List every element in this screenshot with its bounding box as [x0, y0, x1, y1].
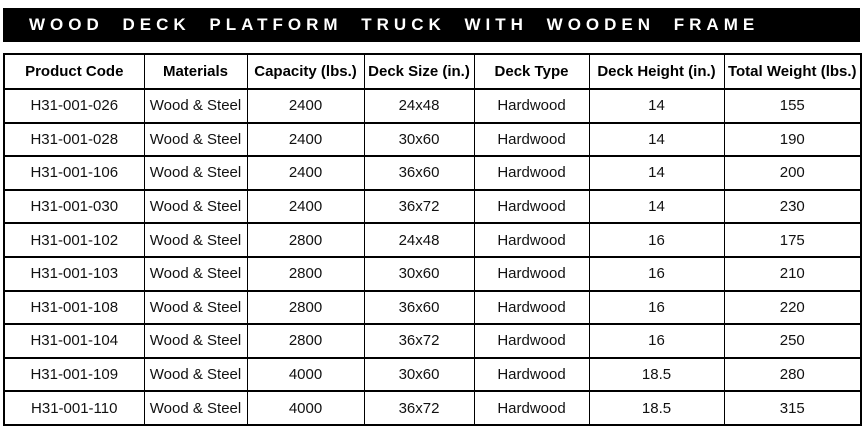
table-cell: 155	[724, 89, 861, 123]
table-cell: 16	[589, 257, 724, 291]
table-cell: Hardwood	[474, 89, 589, 123]
table-cell: H31-001-106	[4, 156, 144, 190]
table-cell: Hardwood	[474, 358, 589, 392]
table-cell: Wood & Steel	[144, 257, 247, 291]
table-cell: H31-001-030	[4, 190, 144, 224]
table-row	[4, 391, 861, 425]
table-cell: 30x60	[364, 257, 474, 291]
table-row	[4, 223, 861, 257]
product-spec-table	[3, 53, 862, 426]
table-cell: Hardwood	[474, 223, 589, 257]
table-cell: 2400	[247, 190, 364, 224]
table-cell: 14	[589, 123, 724, 157]
column-header: Deck Size (in.)	[364, 54, 474, 89]
title-banner	[3, 8, 860, 42]
table-cell: 2400	[247, 123, 364, 157]
table-cell: 16	[589, 324, 724, 358]
table-cell: Wood & Steel	[144, 89, 247, 123]
table-row	[4, 190, 861, 224]
table-cell: H31-001-104	[4, 324, 144, 358]
table-cell: Wood & Steel	[144, 123, 247, 157]
table-cell: 36x72	[364, 324, 474, 358]
table-cell: 4000	[247, 391, 364, 425]
table-cell: 16	[589, 223, 724, 257]
table-cell: 230	[724, 190, 861, 224]
column-header: Deck Height (in.)	[589, 54, 724, 89]
table-cell: 14	[589, 156, 724, 190]
table-cell: 210	[724, 257, 861, 291]
table-cell: Hardwood	[474, 123, 589, 157]
table-row	[4, 257, 861, 291]
table-cell: 2800	[247, 324, 364, 358]
table-cell: Hardwood	[474, 190, 589, 224]
table-cell: 30x60	[364, 123, 474, 157]
table-cell: Wood & Steel	[144, 223, 247, 257]
table-cell: 315	[724, 391, 861, 425]
table-cell: 36x60	[364, 156, 474, 190]
table-cell: 280	[724, 358, 861, 392]
table-row	[4, 89, 861, 123]
table-cell: Wood & Steel	[144, 391, 247, 425]
table-row	[4, 123, 861, 157]
column-header: Deck Type	[474, 54, 589, 89]
table-cell: 175	[724, 223, 861, 257]
table-cell: H31-001-108	[4, 291, 144, 325]
table-cell: 36x72	[364, 391, 474, 425]
column-header: Total Weight (lbs.)	[724, 54, 861, 89]
table-cell: 36x60	[364, 291, 474, 325]
table-cell: 14	[589, 190, 724, 224]
table-cell: 2800	[247, 291, 364, 325]
table-row	[4, 358, 861, 392]
table-header-row	[4, 54, 861, 89]
table-cell: H31-001-026	[4, 89, 144, 123]
table-cell: 200	[724, 156, 861, 190]
table-cell: 190	[724, 123, 861, 157]
page-title: WOOD DECK PLATFORM TRUCK WITH WOODEN FRAME	[29, 15, 760, 34]
table-header	[4, 54, 861, 89]
table-cell: Wood & Steel	[144, 156, 247, 190]
column-header: Product Code	[4, 54, 144, 89]
column-header: Capacity (lbs.)	[247, 54, 364, 89]
table-cell: H31-001-028	[4, 123, 144, 157]
table-cell: 4000	[247, 358, 364, 392]
table-cell: 18.5	[589, 391, 724, 425]
table-row	[4, 291, 861, 325]
table-cell: 2400	[247, 89, 364, 123]
table-cell: 30x60	[364, 358, 474, 392]
table-cell: 250	[724, 324, 861, 358]
table-cell: 220	[724, 291, 861, 325]
table-cell: Hardwood	[474, 324, 589, 358]
table-body	[4, 89, 861, 425]
table-row	[4, 324, 861, 358]
table-cell: 2800	[247, 223, 364, 257]
table-cell: 2400	[247, 156, 364, 190]
table-cell: Hardwood	[474, 257, 589, 291]
table-cell: H31-001-109	[4, 358, 144, 392]
table-cell: Wood & Steel	[144, 190, 247, 224]
table-cell: Hardwood	[474, 291, 589, 325]
table-cell: H31-001-103	[4, 257, 144, 291]
table-cell: 18.5	[589, 358, 724, 392]
table-row	[4, 156, 861, 190]
table-cell: Wood & Steel	[144, 358, 247, 392]
table-cell: Wood & Steel	[144, 291, 247, 325]
table-cell: 24x48	[364, 223, 474, 257]
table-cell: Wood & Steel	[144, 324, 247, 358]
table-cell: Hardwood	[474, 391, 589, 425]
table-cell: 24x48	[364, 89, 474, 123]
table-cell: H31-001-110	[4, 391, 144, 425]
table-cell: 14	[589, 89, 724, 123]
table-cell: 16	[589, 291, 724, 325]
column-header: Materials	[144, 54, 247, 89]
table-cell: 2800	[247, 257, 364, 291]
table-cell: H31-001-102	[4, 223, 144, 257]
table-cell: Hardwood	[474, 156, 589, 190]
table-cell: 36x72	[364, 190, 474, 224]
